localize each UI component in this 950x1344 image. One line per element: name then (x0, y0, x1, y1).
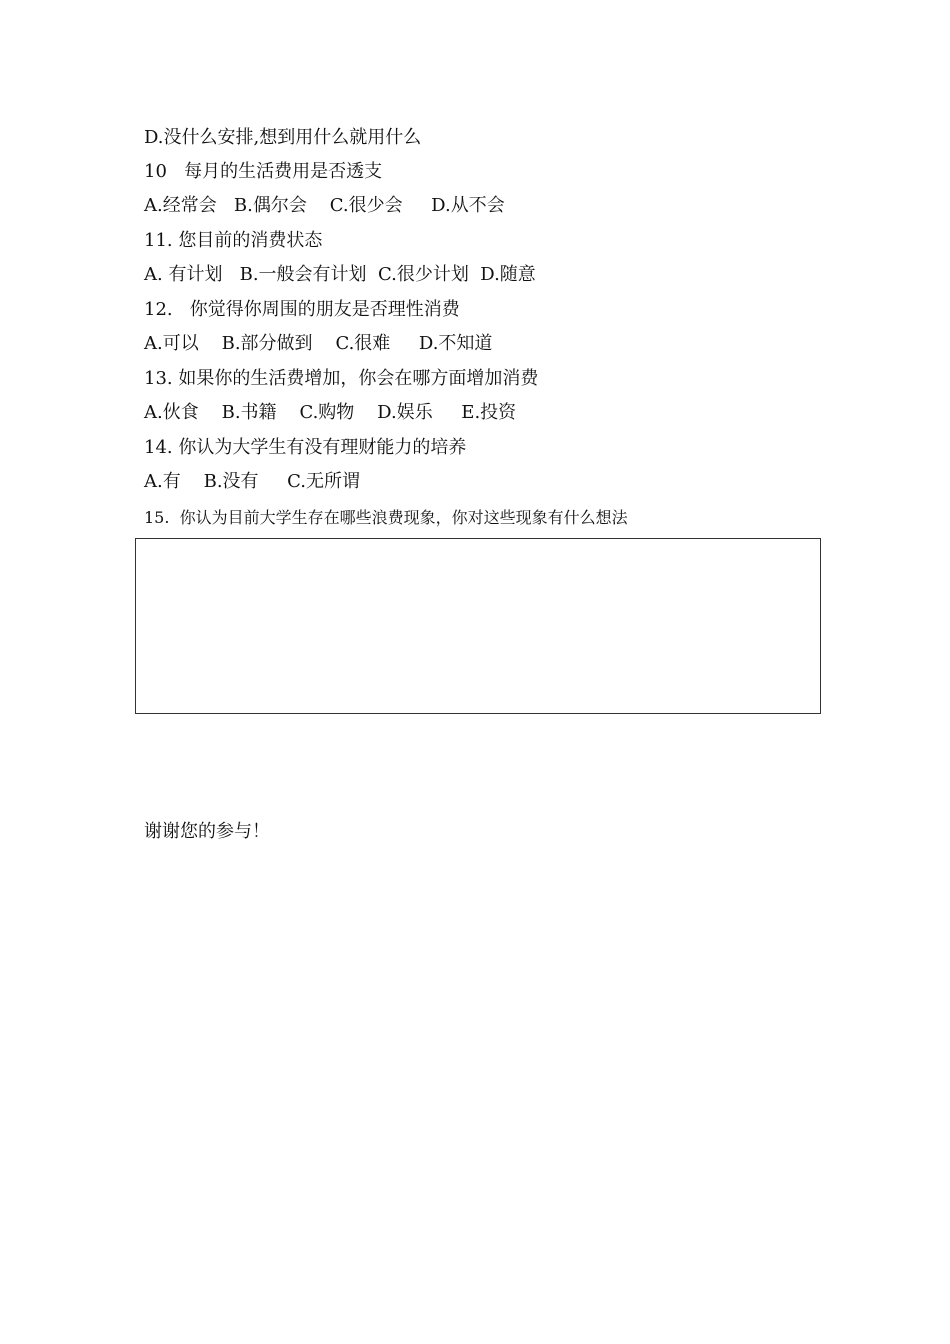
q14-options: A.有 B.没有 C.无所谓 (144, 471, 361, 492)
q15-question: 15. 你认为目前大学生存在哪些浪费现象，你对这些现象有什么想法 (144, 508, 628, 527)
q12-options: A.可以 B.部分做到 C.很难 D.不知道 (144, 333, 493, 354)
q10-options: A.经常会 B.偶尔会 C.很少会 D.从不会 (144, 195, 505, 216)
q11-question: 11. 您目前的消费状态 (144, 230, 323, 251)
q12-question: 12. 你觉得你周围的朋友是否理性消费 (144, 299, 460, 320)
q13-question: 13. 如果你的生活费增加，你会在哪方面增加消费 (144, 368, 539, 389)
q11-options: A. 有计划 B.一般会有计划 C.很少计划 D.随意 (144, 264, 536, 285)
q15-answer-box[interactable] (135, 538, 821, 714)
q9-option-d: D.没什么安排,想到用什么就用什么 (144, 127, 422, 148)
q14-question: 14. 你认为大学生有没有理财能力的培养 (144, 437, 467, 458)
q10-question: 10 每月的生活费用是否透支 (144, 161, 383, 182)
closing-thanks: 谢谢您的参与！ (144, 821, 270, 842)
q13-options: A.伙食 B.书籍 C.购物 D.娱乐 E.投资 (144, 402, 517, 423)
